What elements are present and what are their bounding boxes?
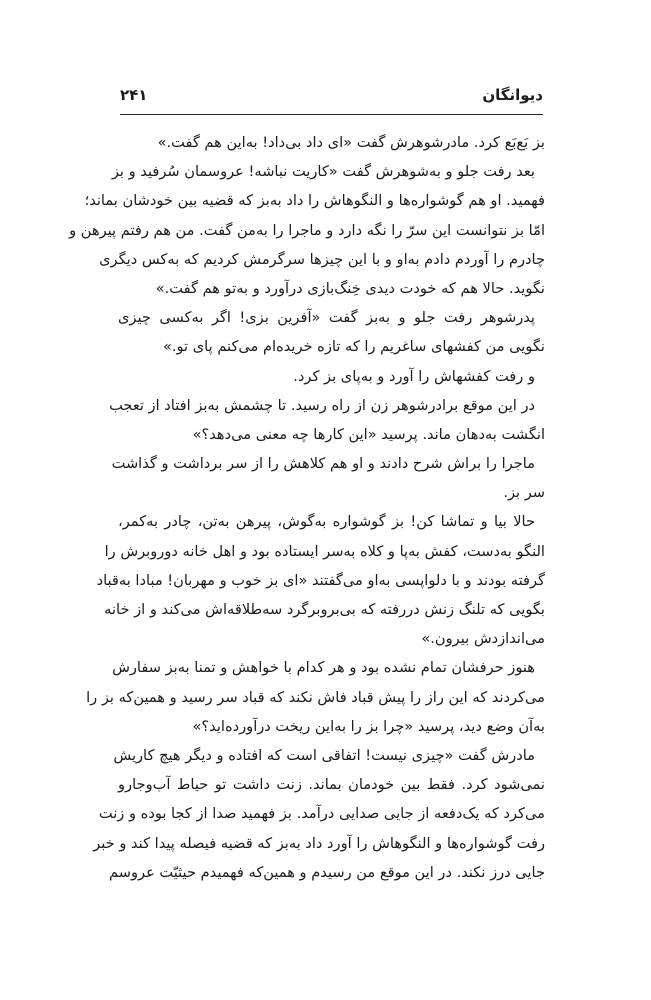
running-title: دیوانگان xyxy=(482,86,543,104)
text-line: امّا بز نتوانست این سرّ را نگه دارد و ماجرا را به‌من گفت. من هم رفتم پیرهن و xyxy=(69,221,545,239)
text-line: بگویی که تلنگ زنش دررفته که بی‌بروبرگرد سه‌طلاقه‌اش می‌کند و از خانه xyxy=(104,601,545,618)
text-line: انگشت به‌دهان ماند. پرسید «این کارها چه معنی می‌دهد؟» xyxy=(192,425,545,443)
text-line: و رفت کفشهاش را آورد و به‌پای بز کرد. xyxy=(293,367,535,385)
text-line: ماجرا را براش شرح دادند و او هم کلاهش را از سر برداشت و گذاشت xyxy=(111,455,535,473)
running-header xyxy=(120,86,543,115)
text-line: نمی‌شود کرد. فقط بین خودمان بماند. زنت داشت تو حیاط آب‌وجارو xyxy=(118,776,545,794)
text-line: رفت گوشواره‌ها و النگوهاش را آورد داد به‌بز که قضیه فیصله پیدا کند و خبر xyxy=(93,834,545,852)
text-line: بز بَع‌بَع کرد. مادرشوهرش گفت «ای داد بی‌داد! به‌این هم گفت.» xyxy=(157,134,545,151)
text-line: حالا بیا و تماشا کن! بز گوشواره به‌گوش، پیرهن به‌تن، چادر به‌کمر، xyxy=(118,513,535,531)
text-line: می‌کرد که یک‌دفعه از جایی صدایی درآمد. بز فهمید صدا از کجا بوده و زنت xyxy=(98,805,545,823)
text-line: پدرشوهر رفت جلو و به‌بز گفت «آفرین بزی! اگر به‌کسی چیزی xyxy=(118,309,535,327)
text-line: گرفته بودند و با دلواپسی به‌او می‌گفتند «ای بز خوب و مهربان! مبادا به‌قباد xyxy=(96,571,545,589)
text-line: چادرم را آوردم دادم به‌او و با این چیزها سرگرمش کردیم که به‌کس دیگری xyxy=(99,250,545,268)
text-line: نگوید. حالا هم که خودت دیدی خِنگ‌بازی درآورد و به‌تو هم گفت.» xyxy=(155,279,545,297)
text-line: به‌آن وضع دید، پرسید «چرا بز را به‌این ریخت درآورده‌اید؟» xyxy=(192,717,545,735)
text-line: النگو به‌دست، کفش به‌پا و کلاه به‌سر ایستاده بود و اهل خانه دوروبرش را xyxy=(104,542,545,560)
text-line: سر بز. xyxy=(503,484,545,502)
text-line: هنوز حرفشان تمام نشده بود و هر کدام با خواهش و تمنا به‌بز سفارش xyxy=(112,659,535,677)
text-line: بعد رفت جلو و به‌شوهرش گفت «کاریت نباشه! عروسمان سُرفید و بز xyxy=(111,163,535,181)
text-line: نگویی من کفشهای ساغریم را که تازه خریده‌ام می‌کنم پای تو.» xyxy=(162,338,545,356)
text-line: فهمید. او هم گوشواره‌ها و النگوهاش را داد به‌بز که قضیه بین خودشان بماند؛ xyxy=(84,192,545,210)
text-line: مادرش گفت «چیزی نیست! اتفاقی است که افتاده و دیگر هیچ کاریش xyxy=(113,746,535,764)
text-line: می‌اندازدش بیرون.» xyxy=(421,630,545,648)
text-line: در این موقع برادرشوهر زن از راه رسید. تا چشمش به‌بز افتاد از تعجب xyxy=(109,396,535,414)
text-line: جایی درز نکند. در این موقع من رسیدم و همین‌که فهمیدم حیثیّت عروسم xyxy=(109,863,545,881)
text-line: می‌کردند که این راز را پیش قباد فاش نکند که قباد سر رسید و همین‌که بز را xyxy=(86,688,545,706)
page-number: ۲۴۱ xyxy=(120,86,148,104)
body-text xyxy=(69,128,545,887)
